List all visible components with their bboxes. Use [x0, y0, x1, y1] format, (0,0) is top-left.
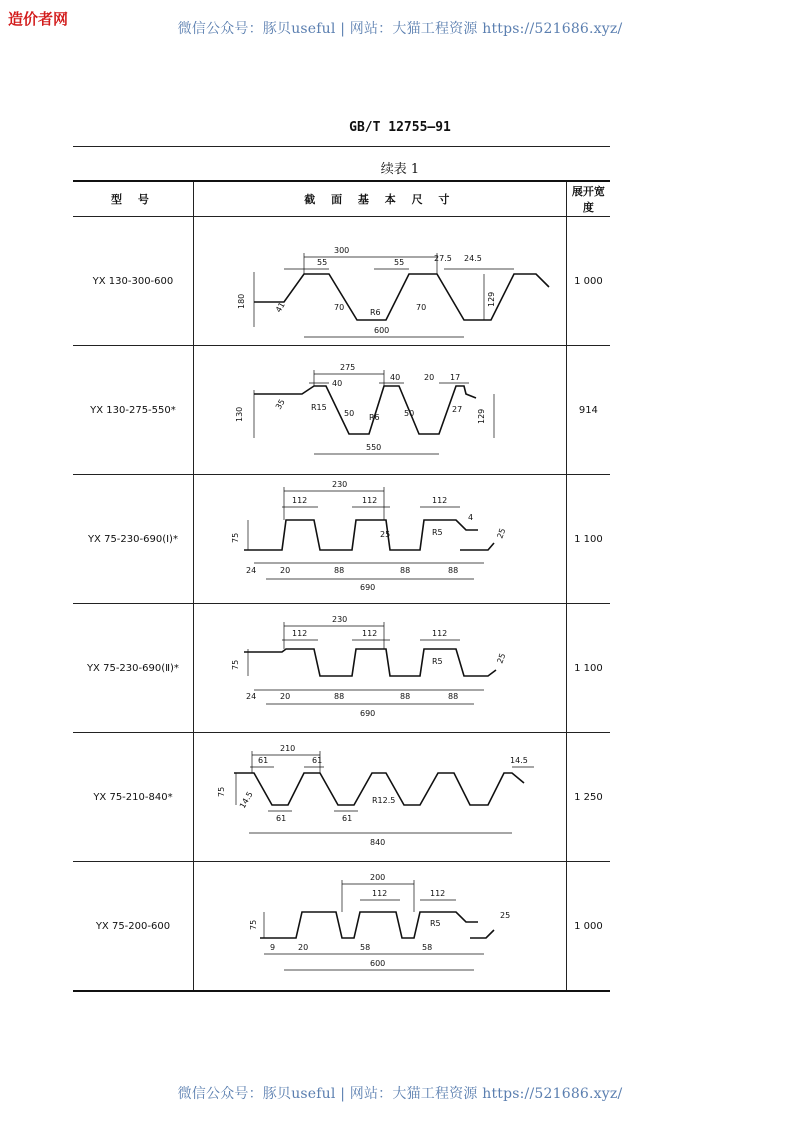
- dim-label: 88: [447, 566, 459, 575]
- dim-label: 14.5: [509, 756, 528, 765]
- table-row: [73, 217, 610, 346]
- dim-label: R5: [431, 657, 443, 666]
- dim-label: 88: [333, 566, 345, 575]
- dim-label: R5: [431, 528, 443, 537]
- dim-label: 840: [369, 838, 386, 847]
- dim-label: 88: [399, 566, 411, 575]
- dim-label: 70: [415, 303, 427, 312]
- table-header-row: [73, 181, 610, 217]
- col-model-header: 型 号: [73, 181, 193, 217]
- site-logo: 造价者网: [8, 10, 69, 28]
- dim-label: R6: [368, 413, 380, 422]
- model-cell: YX 130-275-550*: [73, 346, 193, 475]
- dim-label: 25: [495, 527, 508, 540]
- dim-label: 41: [273, 300, 287, 314]
- section-drawing-cell: [193, 346, 566, 475]
- developed-width-cell: 914: [566, 346, 610, 475]
- developed-width-cell: 1 000: [566, 862, 610, 992]
- dim-label: 200: [369, 873, 386, 882]
- dim-label: 50: [343, 409, 355, 418]
- model-cell: YX 75-200-600: [73, 862, 193, 992]
- profile-spec-table: [73, 180, 610, 992]
- dim-label: 75: [216, 786, 226, 797]
- dim-label: 20: [297, 943, 309, 952]
- header-rule: [73, 146, 610, 147]
- dim-label: 24.5: [463, 254, 482, 263]
- dim-label: 25: [379, 530, 391, 539]
- dim-label: 17: [449, 373, 461, 382]
- dim-label: 112: [371, 889, 388, 898]
- dim-label: 61: [257, 756, 269, 765]
- table-row: [73, 475, 610, 604]
- table-row: [73, 604, 610, 733]
- dim-label: 180: [236, 293, 246, 309]
- dim-label: 61: [275, 814, 287, 823]
- dim-label: 230: [331, 615, 348, 624]
- dim-label: 50: [403, 409, 415, 418]
- dim-label: 300: [333, 246, 350, 255]
- section-drawing: [194, 346, 564, 474]
- section-drawing-cell: [193, 217, 566, 346]
- dim-label: 24: [245, 692, 257, 701]
- dim-label: 112: [361, 496, 378, 505]
- dim-label: R5: [429, 919, 441, 928]
- dim-label: 55: [393, 258, 405, 267]
- dim-label: 20: [279, 692, 291, 701]
- table-row: [73, 346, 610, 475]
- dim-label: 35: [273, 397, 287, 411]
- section-drawing-cell: [193, 475, 566, 604]
- dim-label: R15: [310, 403, 327, 412]
- dim-label: 230: [331, 480, 348, 489]
- model-cell: YX 75-230-690(Ⅰ)*: [73, 475, 193, 604]
- dim-label: 600: [369, 959, 386, 968]
- dim-label: 70: [333, 303, 345, 312]
- dim-label: 58: [421, 943, 433, 952]
- dim-label: R6: [369, 308, 381, 317]
- dim-label: 55: [316, 258, 328, 267]
- dim-label: 40: [331, 379, 343, 388]
- dim-label: 112: [429, 889, 446, 898]
- dim-label: 40: [389, 373, 401, 382]
- dim-label: 88: [333, 692, 345, 701]
- dim-label: 112: [361, 629, 378, 638]
- dim-label: 24: [245, 566, 257, 575]
- dim-label: 61: [341, 814, 353, 823]
- dim-label: 129: [476, 408, 486, 424]
- table-caption: 续表 1: [380, 162, 420, 177]
- dim-label: 690: [359, 583, 376, 592]
- section-drawing-cell: [193, 733, 566, 862]
- dim-label: 550: [365, 443, 382, 452]
- dim-label: 20: [423, 373, 435, 382]
- table-row: [73, 862, 610, 992]
- developed-width-cell: 1 100: [566, 604, 610, 733]
- dim-label: 88: [399, 692, 411, 701]
- standard-code: GB/T 12755—91: [349, 120, 451, 135]
- section-drawing-cell: [193, 862, 566, 992]
- model-cell: YX 130-300-600: [73, 217, 193, 346]
- dim-label: 690: [359, 709, 376, 718]
- dim-label: 14.5: [237, 790, 255, 810]
- dim-label: 58: [359, 943, 371, 952]
- dim-label: R12.5: [371, 796, 396, 805]
- dim-label: 25: [495, 652, 508, 665]
- section-drawing: [194, 604, 564, 732]
- dim-label: 600: [373, 326, 390, 335]
- dim-label: 112: [431, 629, 448, 638]
- section-drawing-cell: [193, 604, 566, 733]
- dim-label: 27.5: [433, 254, 452, 263]
- dim-label: 61: [311, 756, 323, 765]
- dim-label: 112: [291, 496, 308, 505]
- dim-label: 4: [467, 513, 473, 522]
- section-drawing: [194, 733, 564, 861]
- watermark-bottom: 微信公众号：豚贝useful | 网站：大猫工程资源 https://521686.xyz/: [177, 1086, 623, 1102]
- developed-width-cell: 1 000: [566, 217, 610, 346]
- table-row: [73, 733, 610, 862]
- dim-label: 210: [279, 744, 296, 753]
- model-cell: YX 75-230-690(Ⅱ)*: [73, 604, 193, 733]
- section-drawing: [194, 862, 564, 990]
- dim-label: 112: [291, 629, 308, 638]
- dim-label: 130: [234, 406, 244, 422]
- developed-width-cell: 1 100: [566, 475, 610, 604]
- dim-label: 27: [451, 405, 463, 414]
- col-section-header: 截 面 基 本 尺 寸: [193, 181, 566, 217]
- dim-label: 88: [447, 692, 459, 701]
- dim-label: 75: [230, 659, 240, 670]
- dim-label: 112: [431, 496, 448, 505]
- dim-label: 75: [248, 919, 258, 930]
- developed-width-cell: 1 250: [566, 733, 610, 862]
- section-drawing: [194, 475, 564, 603]
- section-drawing: [194, 217, 564, 345]
- dim-label: 275: [339, 363, 356, 372]
- watermark-top: 微信公众号：豚贝useful | 网站：大猫工程资源 https://521686.xyz/: [177, 21, 623, 37]
- dim-label: 9: [269, 943, 275, 952]
- dim-label: 20: [279, 566, 291, 575]
- model-cell: YX 75-210-840*: [73, 733, 193, 862]
- dim-label: 25: [499, 911, 511, 920]
- dim-label: 75: [230, 532, 240, 543]
- dim-label: 129: [486, 291, 496, 307]
- col-width-header: 展开宽度: [566, 181, 610, 217]
